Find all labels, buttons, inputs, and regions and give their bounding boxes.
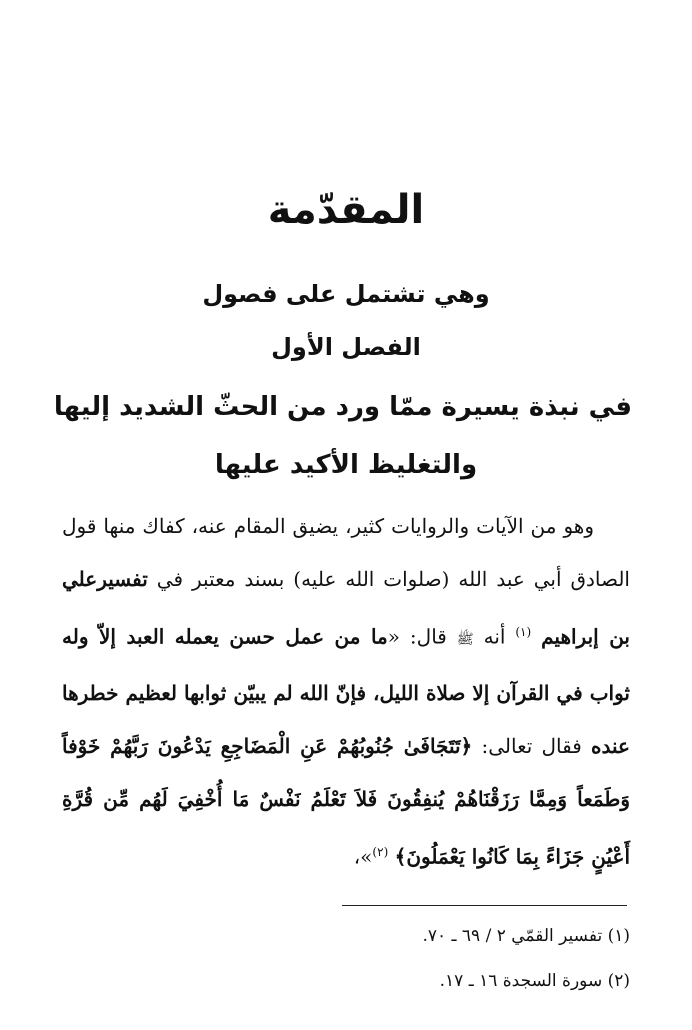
chapter-heading: الفصل الأول [271,333,421,361]
footnote-ref-1: (١) [515,625,532,639]
body-text-4: فقال تعالى: [472,733,592,758]
subject-heading-line-1: في نبذة يسيرة ممّا ورد من الحثّ الشديد إليها [53,392,632,422]
footnote-divider [342,905,627,906]
footnote-1: (١) تفسير القمّي ٢ / ٦٩ ـ ٧٠. [422,926,630,946]
section-intro-heading: وهي تشتمل على فصول [202,280,490,308]
footnote-ref-2: (٢) [372,844,389,859]
body-text-5: »، [353,844,373,869]
body-paragraph [62,500,630,883]
body-text-1: وهو من الآيات والروايات كثير، يضيق المقام عنه، كفاك منها قول الصادق أبي عبد الله (صلوات الله عليه) بسند معتبر في [62,514,630,591]
subject-heading-line-2: والتغليظ الأكيد عليها [214,450,478,480]
footnote-2: (٢) سورة السجدة ١٦ ـ ١٧. [439,971,630,991]
page-title: المقدّمة [267,187,425,233]
body-text-3: قال: « [387,624,447,649]
body-text-2: أنه [483,624,506,649]
honorific-symbol: ﷺ [456,631,474,648]
source-book-name: تفسيرعلي بن إبراهيم [62,567,631,649]
hadith-quote: ما من عمل حسن يعمله العبد إلاّ وله ثواب في القرآن إلا صلاة الليل، فإنّ الله لم يبيّن ثوابها لعظيم خطرها عنده [62,624,630,758]
quran-verse: ﴿تَتَجَافَىٰ جُنُوبُهُمْ عَنِ الْمَضَاجِعِ يَدْعُونَ رَبَّهُمْ خَوْفاً وَطَمَعاً وَمِمَّا رَزَقْنَاهُمْ يُنفِقُونَ فَلاَ تَعْلَمُ نَفْسٌ مَا أُخْفِيَ لَهُم مِّن قُرَّةِ أَعْيُنٍ جَزَاءً بِمَا كَانُوا يَعْمَلُونَ﴾ [62,733,630,869]
paragraph [62,500,630,883]
